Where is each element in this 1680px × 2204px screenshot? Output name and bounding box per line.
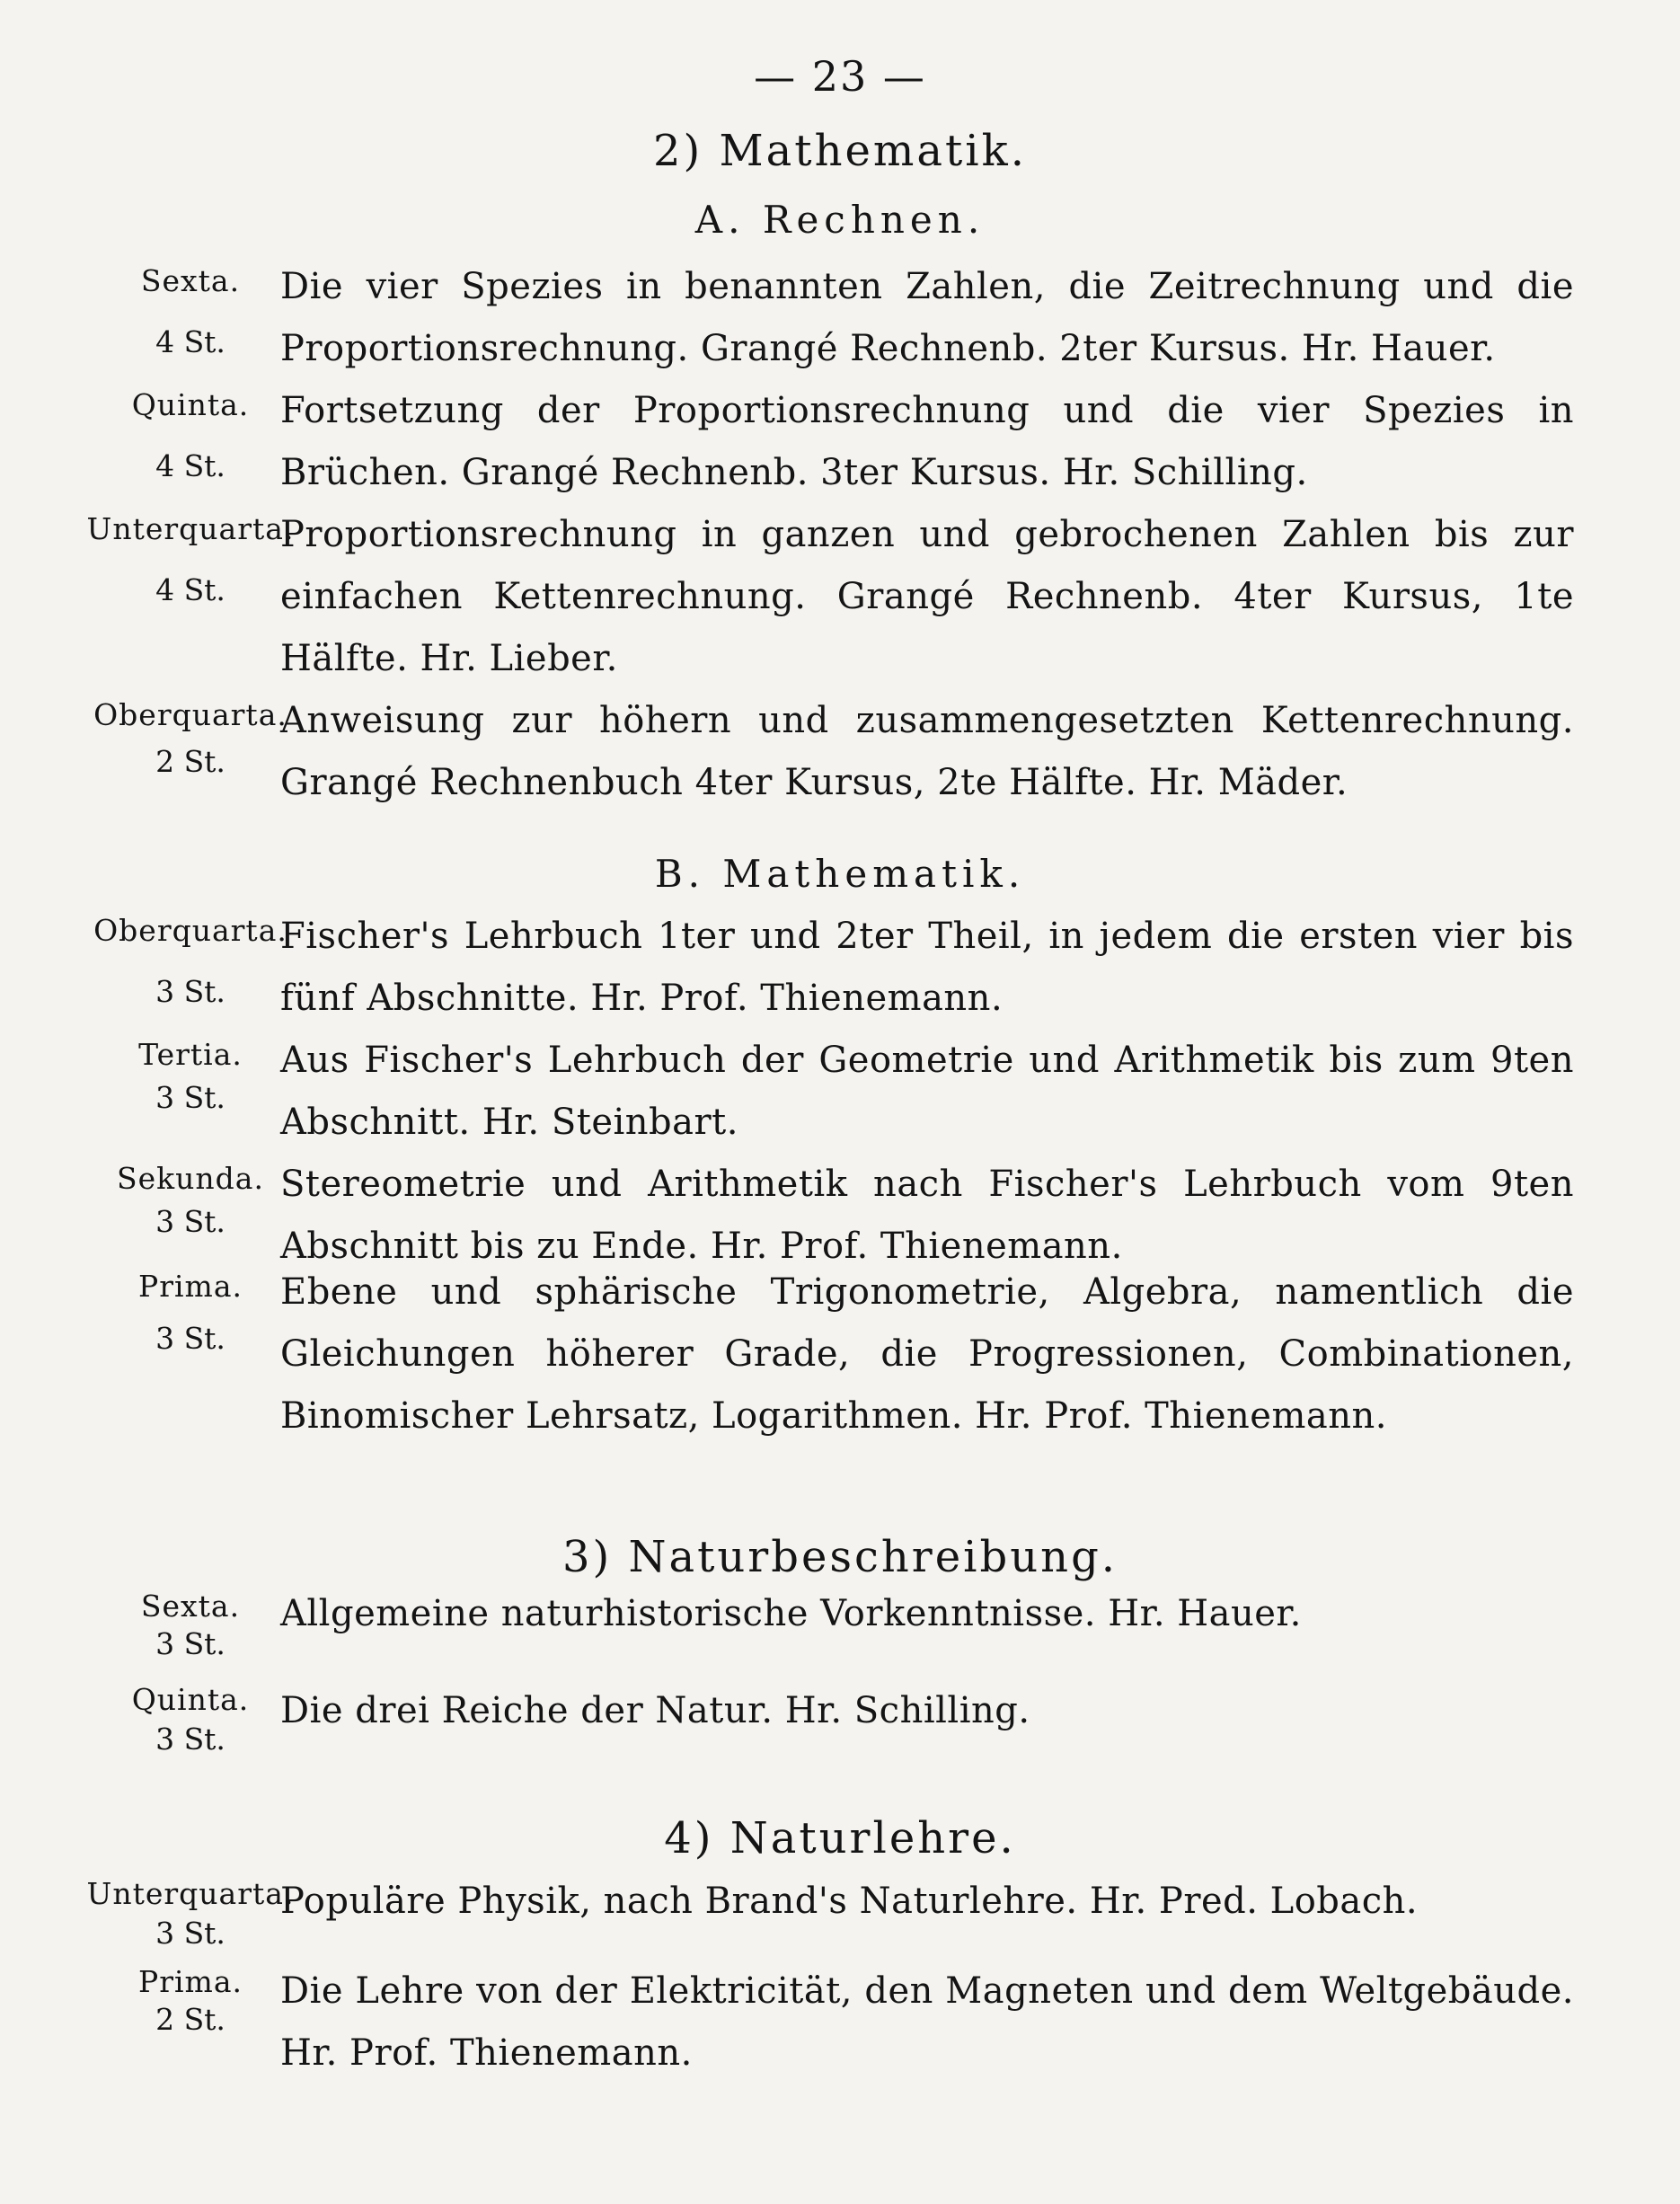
entry-text: Proportionsrechnung in ganzen und gebrochenen Zahlen bis zur einfachen Kettenrechnung. Grangé Rechnenb. 4ter Kursus, 1te Hälfte. Hr. Lieber. bbox=[280, 514, 1574, 679]
entry-text: Ebene und sphärische Trigonometrie, Algebra, namentlich die Gleichungen höherer Grade, die Progressionen, Combinationen, Binomischer Lehrsatz, Logarithmen. Hr. Prof. Thienemann. bbox=[280, 1271, 1574, 1437]
hours-label: 4 St. bbox=[155, 448, 225, 483]
hours-label: 3 St. bbox=[155, 1204, 225, 1239]
entry-text: Populäre Physik, nach Brand's Naturlehre. Hr. Pred. Lobach. bbox=[280, 1881, 1419, 1922]
section-heading-naturlehre: 4) Naturlehre. bbox=[664, 1813, 1016, 1863]
entry-text: Fischer's Lehrbuch 1ter und 2ter Theil, in jedem die ersten vier bis fünf Abschnitte. Hr. Prof. Thienemann. bbox=[280, 916, 1574, 1019]
hours-label: 4 St. bbox=[155, 572, 225, 607]
class-label: Quinta. bbox=[131, 1682, 250, 1717]
entry-text: Die vier Spezies in benannten Zahlen, die Zeitrechnung und die Proportionsrechnung. Grangé Rechnenb. 2ter Kursus. Hr. Hauer. bbox=[280, 266, 1574, 369]
class-label: Sexta. bbox=[140, 263, 241, 298]
section-heading-naturbeschreibung: 3) Naturbeschreibung. bbox=[561, 1532, 1119, 1582]
class-label: Prima. bbox=[138, 1269, 243, 1304]
hours-label: 2 St. bbox=[155, 2002, 225, 2037]
class-label: Oberquarta. bbox=[93, 697, 287, 732]
section-heading-mathematik: 2) Mathematik. bbox=[652, 126, 1027, 176]
class-label: Unterquarta. bbox=[86, 1876, 295, 1911]
entry-text: Fortsetzung der Proportionsrechnung und die vier Spezies in Brüchen. Grangé Rechnenb. 3ter Kursus. Hr. Schilling. bbox=[280, 390, 1574, 493]
entry-text: Die drei Reiche der Natur. Hr. Schilling. bbox=[280, 1690, 1030, 1731]
hours-label: 3 St. bbox=[155, 1722, 225, 1757]
class-label: Prima. bbox=[138, 1964, 243, 1999]
class-label: Sekunda. bbox=[117, 1161, 264, 1196]
class-label: Unterquarta. bbox=[86, 511, 295, 546]
entry-text: Stereometrie und Arithmetik nach Fischer's Lehrbuch vom 9ten Abschnitt bis zu Ende. Hr. Prof. Thienemann. bbox=[280, 1164, 1574, 1267]
page-number: — 23 — bbox=[754, 52, 926, 101]
class-label: Quinta. bbox=[131, 387, 250, 422]
hours-label: 2 St. bbox=[155, 744, 225, 779]
hours-label: 3 St. bbox=[155, 1916, 225, 1951]
hours-label: 3 St. bbox=[155, 974, 225, 1009]
subsection-heading-mathematik: B. Mathematik. bbox=[654, 852, 1026, 896]
entry-text: Die Lehre von der Elektricität, den Magneten und dem Weltgebäude. Hr. Prof. Thienemann. bbox=[280, 1970, 1574, 2074]
entry-text: Allgemeine naturhistorische Vorkenntnisse. Hr. Hauer. bbox=[280, 1593, 1302, 1634]
entry-text: Anweisung zur höhern und zusammengesetzten Kettenrechnung. Grangé Rechnenbuch 4ter Kursus, 2te Hälfte. Hr. Mäder. bbox=[280, 700, 1574, 803]
subsection-heading-rechnen: A. Rechnen. bbox=[694, 198, 986, 242]
class-label: Oberquarta. bbox=[93, 913, 287, 948]
hours-label: 3 St. bbox=[155, 1321, 225, 1356]
hours-label: 3 St. bbox=[155, 1080, 225, 1115]
entry-text: Aus Fischer's Lehrbuch der Geometrie und Arithmetik bis zum 9ten Abschnitt. Hr. Steinbart. bbox=[280, 1040, 1574, 1143]
class-label: Tertia. bbox=[138, 1037, 243, 1072]
hours-label: 4 St. bbox=[155, 324, 225, 359]
hours-label: 3 St. bbox=[155, 1626, 225, 1661]
class-label: Sexta. bbox=[140, 1589, 241, 1624]
